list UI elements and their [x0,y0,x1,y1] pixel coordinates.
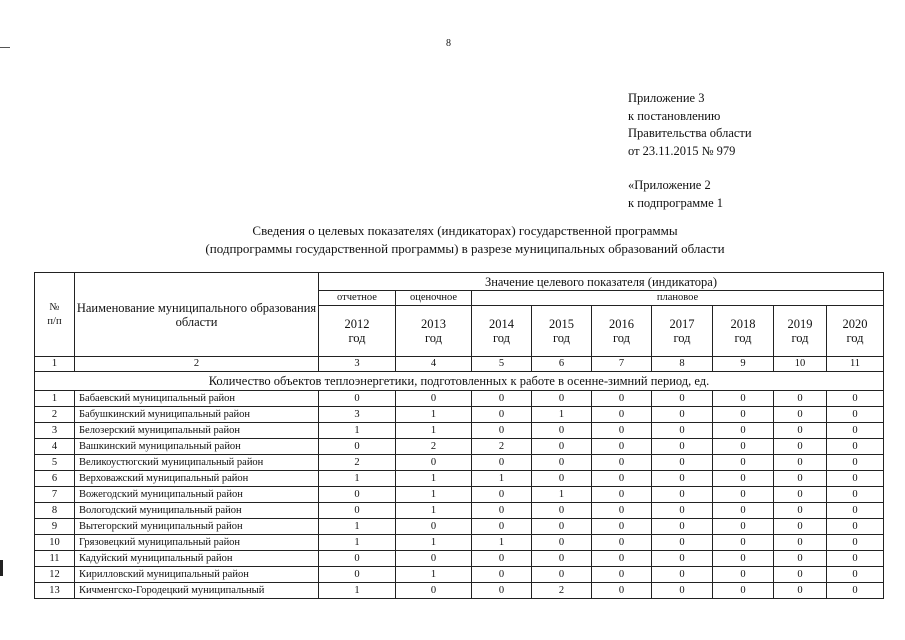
indicator-value: 0 [652,551,713,567]
appendix-line: к подпрограмме 1 [628,195,723,210]
indicator-value: 1 [396,471,472,487]
row-number: 9 [35,519,75,535]
indicator-value: 0 [592,551,652,567]
header-name: Наименование муниципального образования области [75,273,319,357]
indicator-value: 0 [532,471,592,487]
municipality-name: Вашкинский муниципальный район [75,439,319,455]
indicator-value: 0 [592,535,652,551]
municipality-name: Белозерский муниципальный район [75,423,319,439]
scan-edge-mark [0,47,10,48]
indicator-value: 0 [532,503,592,519]
appendix-line: Правительства области [628,126,752,140]
indicator-value: 1 [319,583,396,599]
indicator-value: 0 [652,471,713,487]
indicator-value: 0 [652,535,713,551]
indicator-value: 0 [592,471,652,487]
indicator-value: 0 [713,583,774,599]
indicator-value: 0 [713,471,774,487]
table-row [35,423,884,439]
indicator-value: 0 [652,423,713,439]
indicator-value: 0 [472,503,532,519]
indicator-value: 0 [319,567,396,583]
indicator-value: 0 [652,583,713,599]
indicator-value: 0 [532,567,592,583]
indicator-value: 0 [592,455,652,471]
indicator-value: 1 [319,423,396,439]
appendix-header [628,90,752,212]
appendix-line: «Приложение 2 [628,178,711,192]
indicator-value: 0 [827,567,884,583]
indicator-value: 0 [827,423,884,439]
indicator-value: 0 [827,471,884,487]
table-row [35,535,884,551]
indicator-value: 0 [713,535,774,551]
indicator-value: 0 [713,407,774,423]
indicator-value: 2 [472,439,532,455]
municipality-name: Кирилловский муниципальный район [75,567,319,583]
indicator-value: 0 [827,407,884,423]
indicator-value: 0 [713,455,774,471]
header-estimate: оценочное [396,291,472,306]
indicator-value: 0 [827,519,884,535]
appendix-line: от 23.11.2015 № 979 [628,143,736,158]
indicator-value: 0 [472,391,532,407]
row-number: 5 [35,455,75,471]
municipality-name: Грязовецкий муниципальный район [75,535,319,551]
header-planned: плановое [472,291,884,306]
indicator-value: 1 [532,407,592,423]
row-number: 3 [35,423,75,439]
title-line: (подпрограммы государственной программы) в разрезе муниципальных образований области [205,241,725,256]
indicator-value: 0 [396,391,472,407]
column-number: 8 [652,357,713,372]
indicator-value: 0 [472,567,532,583]
column-number: 7 [592,357,652,372]
indicator-value: 0 [472,551,532,567]
indicator-value: 0 [472,519,532,535]
table-row [35,455,884,471]
indicator-value: 0 [652,391,713,407]
indicator-value: 1 [396,423,472,439]
indicator-value: 0 [827,391,884,407]
row-number: 8 [35,503,75,519]
indicator-value: 0 [652,519,713,535]
indicator-value: 1 [319,519,396,535]
row-number: 11 [35,551,75,567]
table-row [35,519,884,535]
column-number: 2 [75,357,319,372]
column-number: 5 [472,357,532,372]
municipality-name: Кадуйский муниципальный район [75,551,319,567]
row-number: 6 [35,471,75,487]
year-header: 2014 год [472,306,532,357]
year-header: 2015 год [532,306,592,357]
indicator-value: 0 [713,391,774,407]
indicator-value: 0 [774,503,827,519]
indicator-value: 0 [592,583,652,599]
indicator-value: 3 [319,407,396,423]
document-title [30,222,900,258]
column-number: 4 [396,357,472,372]
row-number: 13 [35,583,75,599]
indicator-value: 0 [827,583,884,599]
indicator-value: 0 [827,487,884,503]
column-number: 6 [532,357,592,372]
indicator-value: 2 [396,439,472,455]
indicator-value: 0 [532,455,592,471]
column-number: 10 [774,357,827,372]
indicator-value: 0 [472,455,532,471]
indicator-value: 0 [532,439,592,455]
municipality-name: Вожегодский муниципальный район [75,487,319,503]
indicator-value: 0 [652,503,713,519]
page-number: 8 [446,38,451,49]
indicator-value: 0 [319,487,396,503]
indicator-value: 1 [396,567,472,583]
indicator-value: 0 [396,519,472,535]
appendix-line: к постановлению [628,108,721,123]
indicator-value: 0 [713,503,774,519]
indicator-value: 0 [774,455,827,471]
indicator-value: 0 [592,503,652,519]
municipality-name: Великоустюгский муниципальный район [75,455,319,471]
indicator-value: 1 [472,535,532,551]
year-header: 2013 год [396,306,472,357]
indicator-value: 0 [532,391,592,407]
table-row [35,439,884,455]
indicator-value: 0 [774,551,827,567]
table-row [35,487,884,503]
table-row [35,471,884,487]
year-header: 2018 год [713,306,774,357]
column-number: 11 [827,357,884,372]
indicator-value: 0 [827,551,884,567]
municipality-name: Вологодский муниципальный район [75,503,319,519]
indicator-value: 0 [774,487,827,503]
indicator-value: 1 [396,535,472,551]
table-row [35,583,884,599]
indicator-value: 0 [532,535,592,551]
indicator-value: 0 [319,391,396,407]
header-report: отчетное [319,291,396,306]
indicator-value: 0 [532,551,592,567]
indicator-value: 0 [713,423,774,439]
table-row [35,503,884,519]
indicator-value: 0 [396,551,472,567]
row-number: 2 [35,407,75,423]
indicator-value: 0 [396,455,472,471]
scan-side-mark [0,560,3,576]
indicator-value: 0 [319,503,396,519]
indicator-value: 0 [827,535,884,551]
indicator-value: 0 [472,583,532,599]
municipality-name: Кичменгско-Городецкий муниципальный [75,583,319,599]
indicator-value: 0 [472,487,532,503]
indicator-value: 0 [319,439,396,455]
year-header: 2019 год [774,306,827,357]
municipality-name: Вытегорский муниципальный район [75,519,319,535]
indicator-value: 1 [396,487,472,503]
indicator-value: 0 [713,439,774,455]
column-number: 3 [319,357,396,372]
section-title: Количество объектов теплоэнергетики, подготовленных к работе в осенне-зимний период, ед. [35,372,884,391]
indicator-value: 0 [652,439,713,455]
year-header: 2020 год [827,306,884,357]
municipality-name: Бабушкинский муниципальный район [75,407,319,423]
indicator-value: 0 [592,487,652,503]
municipality-name: Бабаевский муниципальный район [75,391,319,407]
indicator-value: 0 [827,503,884,519]
indicator-value: 0 [396,583,472,599]
indicator-value: 0 [713,519,774,535]
indicator-value: 1 [472,471,532,487]
indicator-value: 0 [774,583,827,599]
row-number: 12 [35,567,75,583]
indicator-value: 0 [713,487,774,503]
indicator-value: 0 [592,567,652,583]
indicator-value: 0 [592,391,652,407]
title-line: Сведения о целевых показателях (индикаторах) государственной программы [252,223,678,238]
indicator-value: 1 [396,407,472,423]
indicator-value: 2 [532,583,592,599]
year-header: 2012 год [319,306,396,357]
indicator-value: 0 [592,439,652,455]
indicator-value: 1 [319,535,396,551]
row-number: 7 [35,487,75,503]
appendix-line: Приложение 3 [628,91,705,105]
header-value: Значение целевого показателя (индикатора) [319,273,884,291]
indicator-value: 0 [774,439,827,455]
indicator-value: 0 [827,455,884,471]
indicator-value: 0 [774,471,827,487]
column-number: 1 [35,357,75,372]
indicator-value: 0 [592,423,652,439]
indicator-value: 0 [774,519,827,535]
header-number: № п/п [35,273,75,357]
municipality-name: Верховажский муниципальный район [75,471,319,487]
indicator-value: 0 [774,535,827,551]
table-row [35,391,884,407]
row-number: 1 [35,391,75,407]
indicator-value: 0 [472,407,532,423]
indicator-value: 0 [774,567,827,583]
table-row [35,551,884,567]
indicators-table [34,272,884,599]
indicator-value: 0 [774,391,827,407]
indicator-value: 0 [774,423,827,439]
indicator-value: 0 [713,551,774,567]
table-row [35,407,884,423]
column-number: 9 [713,357,774,372]
indicator-value: 1 [396,503,472,519]
indicator-value: 0 [532,519,592,535]
indicator-value: 0 [652,455,713,471]
year-header: 2017 год [652,306,713,357]
indicator-value: 0 [592,519,652,535]
indicator-value: 0 [319,551,396,567]
indicator-value: 0 [774,407,827,423]
indicator-value: 1 [319,471,396,487]
indicator-value: 1 [532,487,592,503]
indicator-value: 0 [652,487,713,503]
indicator-value: 0 [532,423,592,439]
indicator-value: 0 [652,407,713,423]
indicator-value: 0 [713,567,774,583]
indicator-value: 0 [472,423,532,439]
table-row [35,567,884,583]
indicator-value: 2 [319,455,396,471]
row-number: 10 [35,535,75,551]
indicator-value: 0 [592,407,652,423]
indicator-value: 0 [652,567,713,583]
row-number: 4 [35,439,75,455]
year-header: 2016 год [592,306,652,357]
indicator-value: 0 [827,439,884,455]
